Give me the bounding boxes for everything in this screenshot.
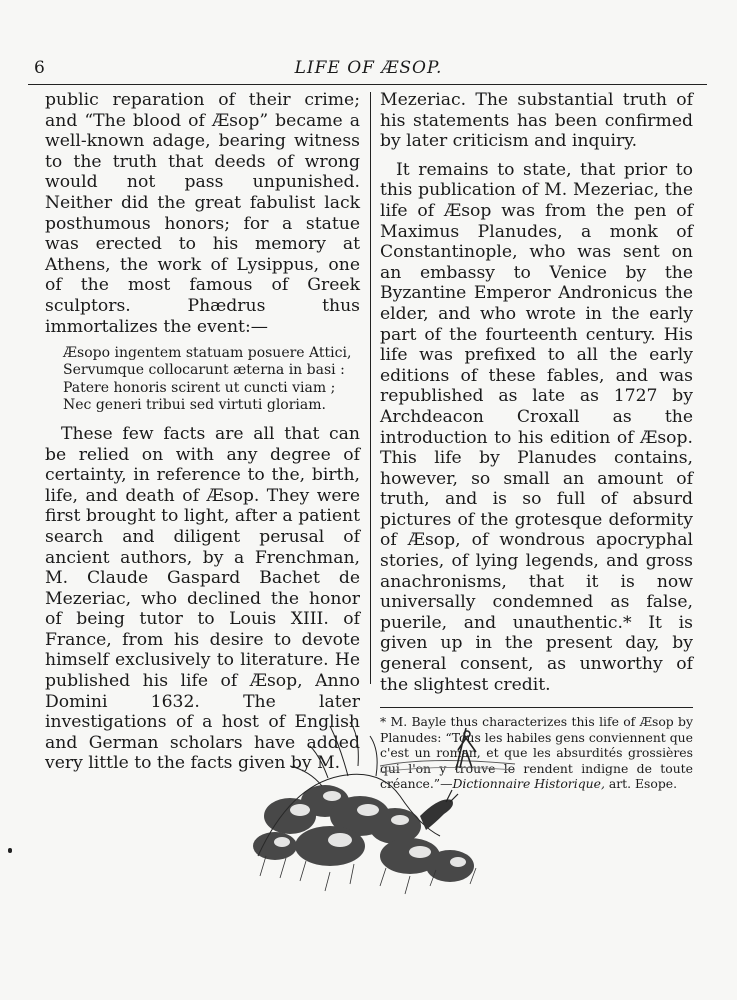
footnote-source: —Dictionnaire Historique, (440, 776, 605, 792)
verse-line: Nec generi tribui sed virtuti gloriam. (63, 396, 326, 413)
left-column (45, 90, 360, 774)
left-paragraph-1: public reparation of their crime; and “The blood of Æsop” became a well-known adage, bearing witness to the truth that deeds of wrong would not pass unpunished. Neither did the great fabulist lack posthumous honors; for a statue was erected to his memory at Athens, the work of Lysippus, one of the most famous of Greek sculptors. Phædrus thus immortalizes the event:— (45, 90, 360, 337)
verse-line: Servumque collocarunt æterna in basi : (63, 362, 345, 379)
right-column (380, 90, 693, 792)
running-head: LIFE OF ÆSOP. (294, 58, 443, 78)
column-divider (370, 92, 371, 684)
page-number: 6 (34, 58, 45, 78)
engraving-vine-deer-hunter-icon (230, 706, 520, 911)
verse-line: Patere honoris scirent ut cuncti viam ; (63, 379, 336, 396)
verse-line: Æsopo ingentem statuam posuere Attici, (63, 345, 352, 362)
right-paragraph-2: It remains to state, that prior to this publication of M. Mezeriac, the life of Æsop was from the pen of Maximus Planudes, a monk of Constantinople, who was sent on an embassy to Venice by the Byzantine Emperor Andronicus the elder, and who wrote in the early part of the fourteenth century. His life was prefixed to all the early editions of these fables, and was republished as late as 1727 by Archdeacon Croxall as the introduction to his edition of Æsop. This life by Planudes contains, however, so small an amount of truth, and is so full of absurd pictures of the grotesque deformity of Æsop, of wondrous apocryphal stories, of lying legends, and gross anachronisms, that it is now universally condemned as false, puerile, and unauthentic.* It is given up in the present day, by general consent, as unworthy of the slightest credit. (380, 159, 693, 695)
latin-verse (63, 345, 360, 414)
stray-mark (8, 848, 12, 853)
header-rule (28, 84, 707, 85)
left-paragraph-2: These few facts are all that can be relied on with any degree of certainty, in reference to the, birth, life, and death of Æsop. They were first brought to light, after a patient search and diligent perusal of ancient authors, by a Frenchman, M. Claude Gaspard Bachet de Mezeriac, who declined the honor of being tutor to Louis XIII. of France, from his desire to devote himself exclusively to literature. He published his life of Æsop, Anno Domini 1632. The later investigations of a host of English and German scholars have added very little to the facts given by M. (45, 423, 360, 774)
footnote-tail: art. Esope. (604, 776, 678, 792)
footnote-text: * M. Bayle thus characterizes this life of Æsop by Planudes: “Tous les habiles gens conviennent que c'est un roman, et que les absurdités grossières qui l'on y trouve le rendent indigne de toute créance.” (380, 714, 693, 792)
right-paragraph-1: Mezeriac. The substantial truth of his statements has been confirmed by later criticism and inquiry. (380, 90, 693, 152)
